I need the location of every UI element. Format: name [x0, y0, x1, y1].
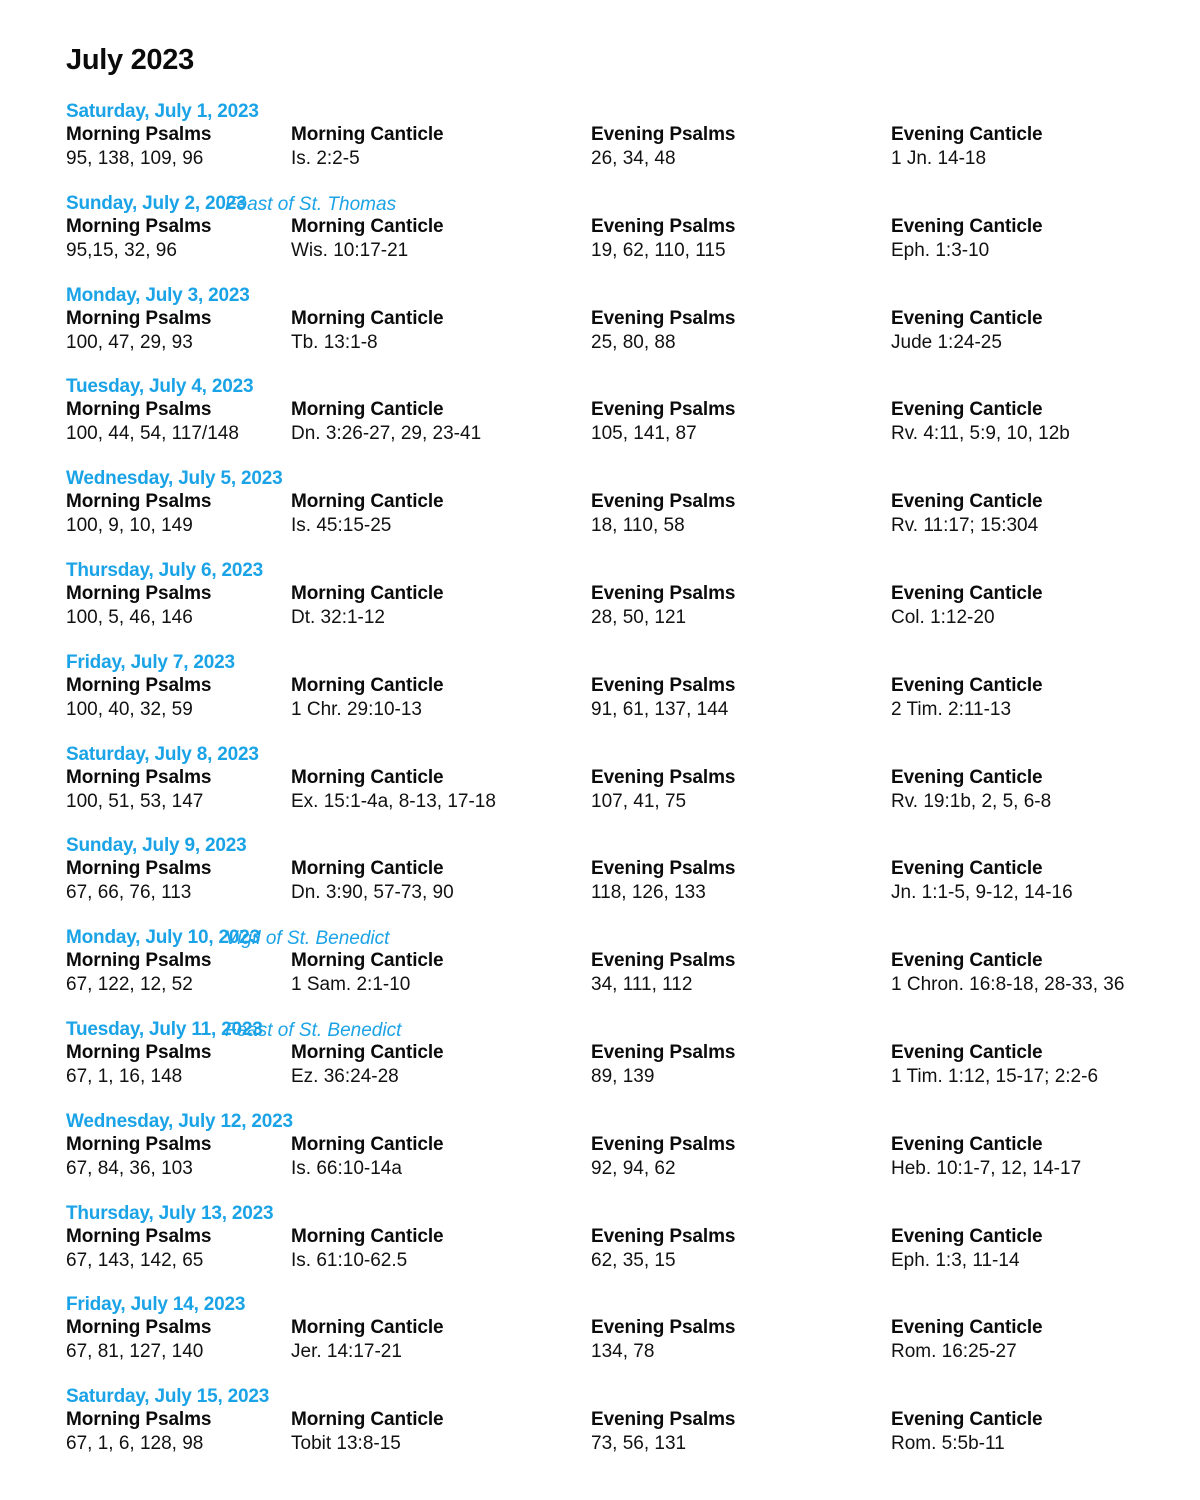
- day-date: Tuesday, July 4, 2023: [66, 376, 254, 398]
- evening-psalms-column: [591, 582, 735, 629]
- day-date: Friday, July 7, 2023: [66, 651, 235, 673]
- morning-canticle-value: Tb. 13:1-8: [291, 331, 378, 353]
- evening-canticle-label: Evening Canticle: [891, 766, 1043, 788]
- evening-psalms-value: 134, 78: [591, 1341, 655, 1363]
- morning-psalms-value: 67, 1, 16, 148: [66, 1066, 183, 1087]
- evening-canticle-label: Evening Canticle: [891, 399, 1043, 421]
- day-header: [66, 560, 263, 584]
- evening-psalms-label: Evening Psalms: [591, 307, 736, 329]
- evening-psalms-label: Evening Psalms: [591, 399, 736, 421]
- evening-psalms-value: 62, 35, 15: [591, 1249, 676, 1271]
- evening-psalms-value: 105, 141, 87: [591, 423, 697, 445]
- morning-psalms-label: Morning Psalms: [66, 858, 212, 880]
- evening-canticle-value: Col. 1:12-20: [891, 607, 995, 628]
- evening-canticle-value: 2 Tim. 2:11-13: [891, 698, 1012, 720]
- day-entry: [0, 376, 1200, 461]
- evening-canticle-column: [891, 307, 1043, 354]
- evening-psalms-column: [591, 1408, 735, 1455]
- morning-psalms-label: Morning Psalms: [66, 1409, 212, 1431]
- evening-canticle-label: Evening Canticle: [891, 1409, 1043, 1431]
- evening-canticle-value: Jn. 1:1-5, 9-12, 14-16: [891, 882, 1073, 904]
- day-entry: [0, 1111, 1200, 1196]
- evening-canticle-column: [891, 1041, 1098, 1088]
- morning-psalms-label: Morning Psalms: [66, 1225, 212, 1247]
- day-date: Tuesday, July 11, 2023: [66, 1019, 263, 1040]
- evening-canticle-value: Rom. 5:5b-11: [891, 1433, 1005, 1455]
- evening-canticle-value: Rv. 11:17; 15:304: [891, 515, 1039, 537]
- evening-psalms-column: [591, 215, 735, 262]
- morning-canticle-value: Dn. 3:90, 57-73, 90: [291, 882, 454, 904]
- morning-psalms-value: 67, 81, 127, 140: [66, 1341, 204, 1363]
- evening-psalms-label: Evening Psalms: [591, 124, 736, 145]
- evening-psalms-column: [591, 674, 735, 721]
- evening-canticle-label: Evening Canticle: [891, 583, 1043, 604]
- morning-canticle-label: Morning Canticle: [291, 674, 444, 696]
- day-header: [66, 468, 282, 492]
- morning-psalms-value: 67, 84, 36, 103: [66, 1157, 193, 1179]
- evening-psalms-label: Evening Psalms: [591, 1317, 736, 1339]
- morning-canticle-label: Morning Canticle: [291, 1225, 444, 1247]
- evening-psalms-label: Evening Psalms: [591, 1042, 736, 1063]
- morning-psalms-column: [66, 674, 211, 721]
- day-entry: [0, 744, 1200, 829]
- page-title: July 2023: [66, 44, 194, 76]
- evening-psalms-label: Evening Psalms: [591, 858, 736, 880]
- day-header: [66, 1386, 269, 1410]
- evening-canticle-label: Evening Canticle: [891, 215, 1043, 237]
- morning-canticle-column: [291, 1041, 444, 1088]
- day-entry: [0, 1386, 1200, 1471]
- morning-canticle-value: Ex. 15:1-4a, 8-13, 17-18: [291, 790, 496, 812]
- evening-psalms-value: 28, 50, 121: [591, 607, 687, 628]
- morning-canticle-value: Is. 45:15-25: [291, 515, 392, 537]
- morning-psalms-column: [66, 949, 211, 996]
- morning-psalms-label: Morning Psalms: [66, 124, 212, 145]
- evening-psalms-label: Evening Psalms: [591, 1225, 736, 1247]
- evening-canticle-value: Heb. 10:1-7, 12, 14-17: [891, 1157, 1082, 1179]
- evening-canticle-value: 1 Jn. 14-18: [891, 148, 987, 169]
- morning-psalms-column: [66, 490, 211, 537]
- morning-psalms-column: [66, 1225, 211, 1272]
- morning-psalms-column: [66, 123, 211, 170]
- day-date: Wednesday, July 5, 2023: [66, 468, 283, 490]
- morning-psalms-value: 67, 1, 6, 128, 98: [66, 1433, 204, 1455]
- morning-canticle-label: Morning Canticle: [291, 491, 444, 513]
- evening-canticle-label: Evening Canticle: [891, 1042, 1043, 1063]
- day-header: [66, 835, 246, 859]
- morning-canticle-value: Tobit 13:8-15: [291, 1433, 401, 1455]
- morning-psalms-column: [66, 215, 211, 262]
- morning-canticle-column: [291, 949, 444, 996]
- morning-psalms-value: 100, 44, 54, 117/148: [66, 423, 239, 445]
- evening-psalms-column: [591, 1041, 735, 1088]
- day-date: Monday, July 10, 2023: [66, 927, 260, 949]
- day-header: [66, 652, 235, 676]
- evening-psalms-value: 118, 126, 133: [591, 882, 706, 904]
- day-date: Thursday, July 6, 2023: [66, 560, 263, 581]
- day-entry: [0, 285, 1200, 370]
- morning-canticle-label: Morning Canticle: [291, 1133, 444, 1155]
- evening-psalms-column: [591, 123, 735, 170]
- evening-canticle-column: [891, 1408, 1043, 1455]
- morning-canticle-column: [291, 123, 444, 170]
- morning-psalms-value: 100, 51, 53, 147: [66, 790, 204, 812]
- evening-canticle-label: Evening Canticle: [891, 1133, 1043, 1155]
- day-entry: [0, 560, 1200, 645]
- morning-canticle-column: [291, 1225, 444, 1272]
- day-header: [66, 285, 250, 309]
- morning-psalms-value: 100, 5, 46, 146: [66, 607, 193, 628]
- morning-canticle-label: Morning Canticle: [291, 1409, 444, 1431]
- day-header: [66, 1294, 245, 1318]
- evening-canticle-value: Eph. 1:3, 11-14: [891, 1249, 1020, 1271]
- morning-psalms-label: Morning Psalms: [66, 491, 212, 513]
- evening-canticle-value: 1 Tim. 1:12, 15-17; 2:2-6: [891, 1066, 1099, 1087]
- morning-canticle-column: [291, 307, 444, 354]
- morning-canticle-value: 1 Sam. 2:1-10: [291, 974, 411, 996]
- morning-psalms-label: Morning Psalms: [66, 1042, 212, 1063]
- evening-canticle-column: [891, 398, 1070, 445]
- day-entry: [0, 652, 1200, 737]
- morning-canticle-label: Morning Canticle: [291, 950, 444, 972]
- evening-psalms-column: [591, 490, 735, 537]
- day-date: Monday, July 3, 2023: [66, 284, 250, 306]
- evening-canticle-column: [891, 949, 1124, 996]
- morning-canticle-label: Morning Canticle: [291, 583, 444, 604]
- day-date: Thursday, July 13, 2023: [66, 1202, 274, 1224]
- morning-canticle-label: Morning Canticle: [291, 399, 444, 421]
- morning-psalms-column: [66, 1133, 211, 1180]
- evening-canticle-column: [891, 215, 1043, 262]
- morning-psalms-label: Morning Psalms: [66, 1133, 212, 1155]
- morning-canticle-column: [291, 1133, 444, 1180]
- morning-canticle-label: Morning Canticle: [291, 307, 444, 329]
- day-header: [66, 376, 253, 400]
- morning-psalms-value: 100, 47, 29, 93: [66, 331, 193, 353]
- evening-psalms-value: 73, 56, 131: [591, 1433, 687, 1455]
- morning-canticle-value: Dt. 32:1-12: [291, 607, 385, 628]
- day-date: Friday, July 14, 2023: [66, 1294, 246, 1316]
- evening-canticle-value: Rv. 4:11, 5:9, 10, 12b: [891, 423, 1070, 445]
- evening-canticle-label: Evening Canticle: [891, 674, 1043, 696]
- morning-psalms-label: Morning Psalms: [66, 215, 212, 237]
- morning-psalms-label: Morning Psalms: [66, 583, 212, 604]
- evening-canticle-value: Rv. 19:1b, 2, 5, 6-8: [891, 790, 1052, 812]
- evening-canticle-label: Evening Canticle: [891, 858, 1043, 880]
- morning-canticle-column: [291, 766, 496, 813]
- day-header: [66, 1111, 293, 1135]
- morning-psalms-label: Morning Psalms: [66, 674, 212, 696]
- morning-psalms-column: [66, 1408, 211, 1455]
- morning-canticle-column: [291, 1408, 444, 1455]
- evening-psalms-column: [591, 1225, 735, 1272]
- evening-psalms-value: 26, 34, 48: [591, 148, 676, 169]
- morning-psalms-value: 100, 9, 10, 149: [66, 515, 193, 537]
- day-entry: [0, 101, 1200, 186]
- evening-canticle-column: [891, 582, 1043, 629]
- evening-canticle-column: [891, 766, 1051, 813]
- day-entry: [0, 193, 1200, 278]
- evening-psalms-label: Evening Psalms: [591, 674, 736, 696]
- feast-name: Feast of St. Benedict: [225, 1020, 402, 1041]
- morning-canticle-label: Morning Canticle: [291, 215, 444, 237]
- evening-canticle-value: Jude 1:24-25: [891, 331, 1002, 353]
- evening-canticle-value: Eph. 1:3-10: [891, 239, 990, 261]
- morning-canticle-value: 1 Chr. 29:10-13: [291, 698, 422, 720]
- day-entry: [0, 1203, 1200, 1288]
- day-entry: [0, 835, 1200, 920]
- evening-canticle-value: Rom. 16:25-27: [891, 1341, 1017, 1363]
- evening-canticle-column: [891, 857, 1073, 904]
- day-entry: [0, 1019, 1200, 1104]
- day-date: Sunday, July 9, 2023: [66, 835, 247, 857]
- morning-psalms-value: 95,15, 32, 96: [66, 239, 177, 261]
- morning-canticle-column: [291, 1316, 444, 1363]
- morning-canticle-column: [291, 674, 444, 721]
- evening-canticle-label: Evening Canticle: [891, 1317, 1043, 1339]
- morning-canticle-value: Dn. 3:26-27, 29, 23-41: [291, 423, 482, 445]
- evening-psalms-value: 19, 62, 110, 115: [591, 239, 726, 261]
- morning-canticle-value: Ez. 36:24-28: [291, 1066, 399, 1087]
- evening-canticle-label: Evening Canticle: [891, 124, 1043, 145]
- morning-psalms-label: Morning Psalms: [66, 399, 212, 421]
- evening-psalms-column: [591, 1133, 735, 1180]
- morning-canticle-label: Morning Canticle: [291, 858, 444, 880]
- evening-psalms-label: Evening Psalms: [591, 215, 736, 237]
- evening-psalms-column: [591, 398, 735, 445]
- evening-psalms-value: 18, 110, 58: [591, 515, 685, 537]
- evening-psalms-label: Evening Psalms: [591, 1133, 736, 1155]
- morning-canticle-value: Jer. 14:17-21: [291, 1341, 402, 1363]
- morning-psalms-value: 95, 138, 109, 96: [66, 148, 204, 169]
- morning-canticle-column: [291, 490, 444, 537]
- morning-canticle-column: [291, 857, 454, 904]
- evening-psalms-value: 34, 111, 112: [591, 974, 693, 996]
- evening-canticle-column: [891, 490, 1043, 537]
- evening-psalms-value: 107, 41, 75: [591, 790, 687, 812]
- evening-psalms-value: 89, 139: [591, 1066, 655, 1087]
- evening-canticle-label: Evening Canticle: [891, 1225, 1043, 1247]
- morning-psalms-label: Morning Psalms: [66, 766, 212, 788]
- day-entry: [0, 468, 1200, 553]
- morning-psalms-value: 67, 143, 142, 65: [66, 1249, 204, 1271]
- evening-psalms-column: [591, 766, 735, 813]
- morning-psalms-column: [66, 398, 239, 445]
- evening-canticle-column: [891, 1133, 1081, 1180]
- day-date: Saturday, July 1, 2023: [66, 101, 259, 122]
- morning-canticle-value: Wis. 10:17-21: [291, 239, 409, 261]
- day-header: [66, 193, 246, 217]
- evening-canticle-value: 1 Chron. 16:8-18, 28-33, 36: [891, 974, 1125, 996]
- morning-canticle-column: [291, 215, 444, 262]
- evening-canticle-column: [891, 123, 1043, 170]
- day-header: [66, 744, 259, 768]
- evening-psalms-label: Evening Psalms: [591, 766, 736, 788]
- evening-psalms-value: 91, 61, 137, 144: [591, 698, 729, 720]
- morning-canticle-label: Morning Canticle: [291, 1317, 444, 1339]
- morning-psalms-column: [66, 1041, 211, 1088]
- morning-psalms-column: [66, 857, 211, 904]
- evening-psalms-column: [591, 857, 735, 904]
- morning-psalms-column: [66, 1316, 211, 1363]
- evening-canticle-label: Evening Canticle: [891, 307, 1043, 329]
- evening-psalms-column: [591, 949, 735, 996]
- morning-canticle-column: [291, 582, 444, 629]
- day-entry: [0, 927, 1200, 1012]
- morning-psalms-column: [66, 766, 211, 813]
- day-date: Sunday, July 2, 2023: [66, 192, 247, 214]
- evening-psalms-column: [591, 1316, 735, 1363]
- evening-psalms-label: Evening Psalms: [591, 491, 736, 513]
- evening-canticle-column: [891, 1225, 1043, 1272]
- day-entry: [0, 1294, 1200, 1379]
- morning-psalms-value: 100, 40, 32, 59: [66, 698, 193, 720]
- evening-psalms-label: Evening Psalms: [591, 583, 736, 604]
- morning-canticle-label: Morning Canticle: [291, 124, 444, 145]
- morning-psalms-column: [66, 307, 211, 354]
- feast-name: Vigil of St. Benedict: [225, 928, 390, 950]
- evening-psalms-label: Evening Psalms: [591, 1409, 736, 1431]
- evening-canticle-label: Evening Canticle: [891, 491, 1043, 513]
- evening-psalms-value: 92, 94, 62: [591, 1157, 676, 1179]
- evening-canticle-column: [891, 1316, 1043, 1363]
- day-date: Wednesday, July 12, 2023: [66, 1110, 293, 1132]
- evening-psalms-value: 25, 80, 88: [591, 331, 676, 353]
- evening-canticle-label: Evening Canticle: [891, 950, 1043, 972]
- morning-canticle-value: Is. 66:10-14a: [291, 1157, 402, 1179]
- morning-psalms-label: Morning Psalms: [66, 950, 212, 972]
- day-header: [66, 1203, 273, 1227]
- morning-canticle-value: Is. 2:2-5: [291, 148, 360, 169]
- morning-canticle-label: Morning Canticle: [291, 1042, 444, 1063]
- morning-psalms-column: [66, 582, 211, 629]
- morning-canticle-label: Morning Canticle: [291, 766, 444, 788]
- day-header: [66, 101, 259, 125]
- morning-canticle-column: [291, 398, 481, 445]
- evening-psalms-label: Evening Psalms: [591, 950, 736, 972]
- morning-psalms-label: Morning Psalms: [66, 307, 212, 329]
- day-date: Saturday, July 8, 2023: [66, 743, 259, 765]
- morning-canticle-value: Is. 61:10-62.5: [291, 1249, 408, 1271]
- evening-psalms-column: [591, 307, 735, 354]
- morning-psalms-value: 67, 66, 76, 113: [66, 882, 192, 904]
- morning-psalms-label: Morning Psalms: [66, 1317, 212, 1339]
- feast-name: Feast of St. Thomas: [225, 193, 397, 215]
- day-date: Saturday, July 15, 2023: [66, 1386, 270, 1408]
- morning-psalms-value: 67, 122, 12, 52: [66, 974, 193, 996]
- evening-canticle-column: [891, 674, 1043, 721]
